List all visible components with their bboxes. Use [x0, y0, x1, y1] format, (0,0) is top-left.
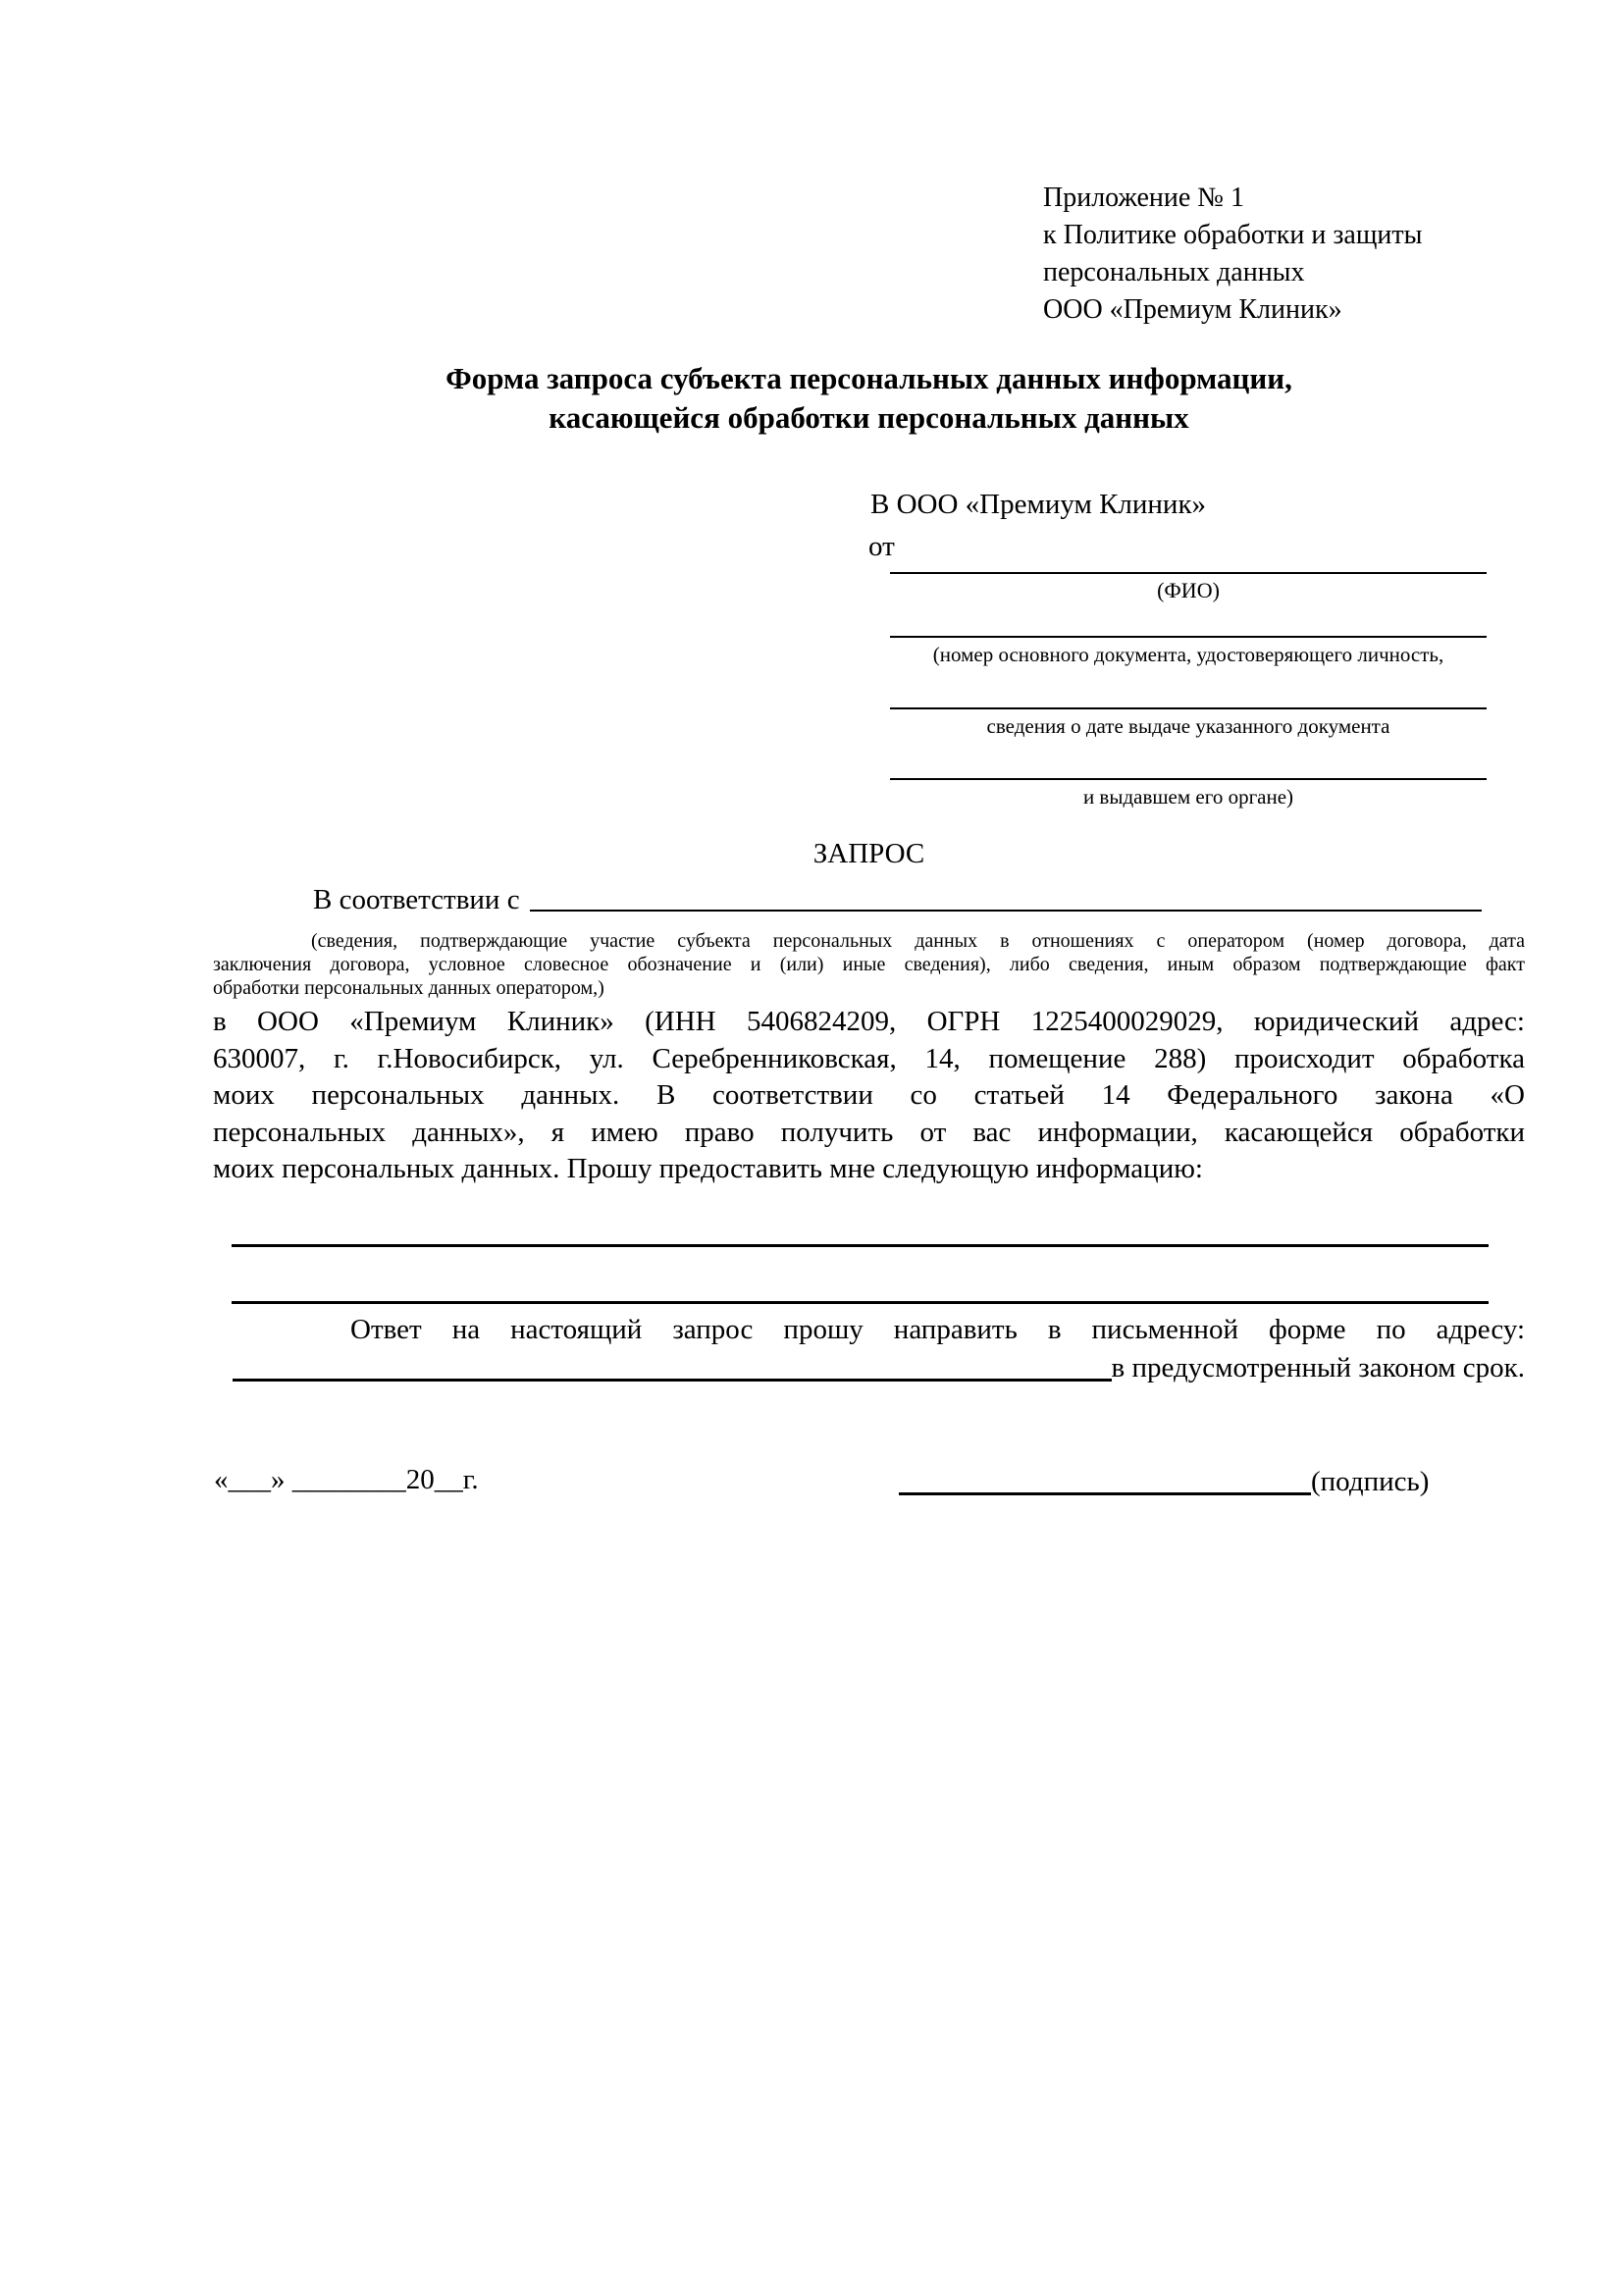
appendix-header-line: персональных данных — [1043, 257, 1305, 287]
accordance-label: В соответствии с — [313, 884, 520, 915]
fine-print-line: (сведения, подтверждающие участие субъекта персональных данных в отношениях с оператором (номер договора, дата — [311, 930, 1525, 952]
reply-address-row — [213, 1350, 1525, 1386]
appendix-header-line: к Политике обработки и защиты — [1043, 220, 1423, 250]
body-line: моих персональных данных. Прошу предоставить мне следующую информацию: — [213, 1153, 1203, 1184]
reply-deadline-text: в предусмотренный законом срок. — [1111, 1352, 1525, 1383]
signature-caption: (подпись) — [1311, 1466, 1430, 1497]
body-line: 630007, г. г.Новосибирск, ул. Серебренниковская, 14, помещение 288) происходит обработка — [213, 1042, 1525, 1074]
fio-caption: (ФИО) — [1157, 578, 1220, 602]
issuing-authority-caption: и выдавшем его органе) — [1082, 785, 1294, 809]
body-line: персональных данных», я имею право получить от вас информации, касающейся обработки — [213, 1116, 1525, 1148]
date-field: «___» ________20__г. — [214, 1464, 479, 1495]
document-title-line: касающейся обработки персональных данных — [549, 400, 1189, 435]
document-title — [213, 359, 1525, 438]
body-line: моих персональных данных. В соответствии со статьей 14 Федерального закона «О — [213, 1079, 1525, 1111]
accordance-blank-line — [530, 910, 1482, 912]
appendix-header-line: ООО «Премиум Клиник» — [1043, 294, 1342, 325]
reply-address-blank-line — [233, 1379, 1112, 1382]
accordance-row — [313, 884, 1482, 916]
fine-print-note — [213, 929, 1525, 1000]
signature-blank-line — [899, 1492, 1311, 1495]
reply-instruction-line: Ответ на настоящий запрос прошу направить в письменной форме по адресу: — [350, 1314, 1525, 1345]
request-body-paragraph — [213, 1004, 1525, 1188]
signature-row — [899, 1464, 1429, 1500]
appendix-header-line: Приложение № 1 — [1043, 183, 1244, 213]
request-heading: ЗАПРОС — [812, 838, 925, 869]
addressee-to: В ООО «Премиум Клиник» — [870, 489, 1207, 520]
issuing-authority-blank-line — [890, 778, 1487, 780]
information-blank-line — [232, 1244, 1489, 1247]
fio-blank-line — [890, 572, 1487, 574]
appendix-header — [1043, 180, 1422, 329]
document-title-line: Форма запроса субъекта персональных данных информации, — [445, 361, 1292, 395]
fine-print-line: заключения договора, условное словесное обозначение и (или) иные сведения), либо сведения, иным образом подтверждающие факт — [213, 954, 1525, 975]
issue-date-blank-line — [890, 707, 1487, 709]
information-blank-line — [232, 1301, 1489, 1304]
fine-print-line: обработки персональных данных оператором,) — [213, 977, 604, 999]
document-number-caption: (номер основного документа, удостоверяющего личность, — [932, 643, 1444, 666]
document-number-blank-line — [890, 636, 1487, 638]
body-line: в ООО «Премиум Клиник» (ИНН 5406824209, ОГРН 1225400029029, юридический адрес: — [213, 1006, 1525, 1037]
addressee-from-label: от — [868, 531, 895, 562]
issue-date-caption: сведения о дате выдаче указанного документа — [986, 714, 1390, 738]
